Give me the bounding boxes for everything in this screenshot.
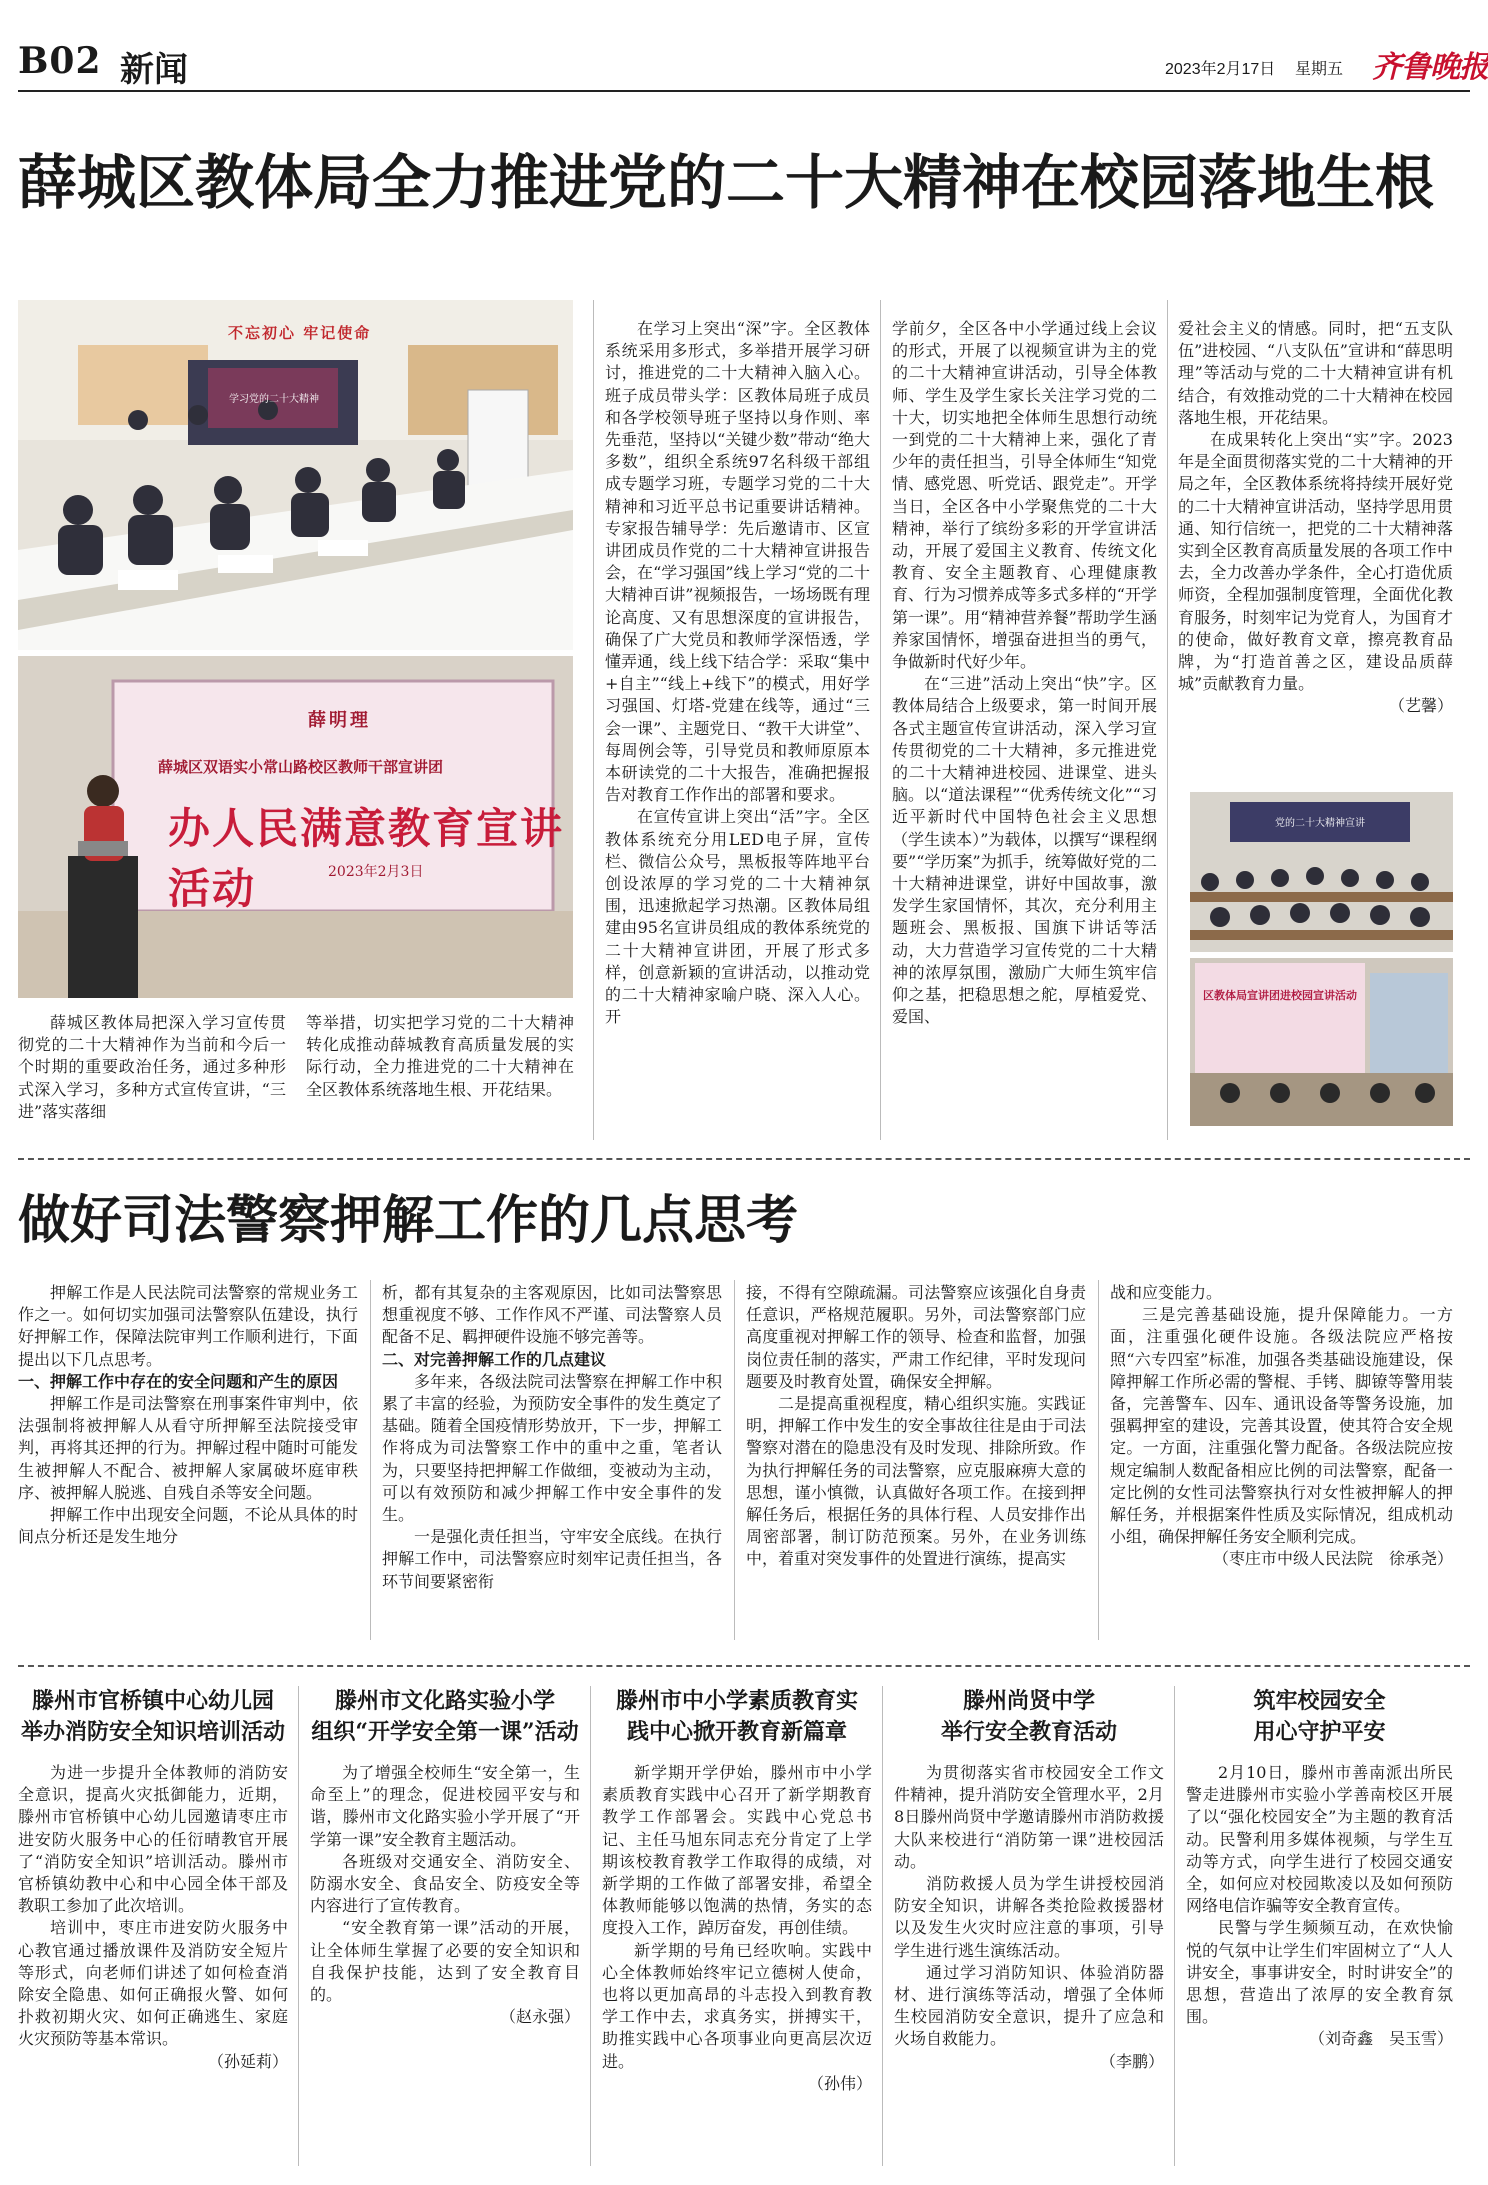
column-rule	[593, 300, 594, 1140]
brief-paragraph: 2月10日，滕州市善南派出所民警走进滕州市实验小学善南校区开展了以“强化校园安全”为主题的教育活动。民警利用多媒体视频，与学生互动等方式，向学生进行了校园交通安全，如何应对校园欺凌以及如何预防网络电信诈骗等安全教育宣传。	[1186, 1763, 1453, 1916]
photo1-banner: 不忘初心 牢记使命	[228, 324, 372, 342]
article1-col1	[605, 318, 870, 1029]
issue-weekday: 星期五	[1295, 61, 1344, 78]
section-subheading: 一、押解工作中存在的安全问题和产生的原因	[18, 1371, 339, 1391]
article1-photo-lecture	[18, 656, 573, 998]
column-rule	[590, 1686, 591, 2166]
body-paragraph: 三是完善基础设施，提升保障能力。一方面，注重强化硬件设施。各级法院应严格按照“六专四室”标准，加强各类基础设施建设，保障押解工作所必需的警棍、手铐、脚镣等警用装备，完善警车、囚车、通讯设备等警务设施，加强羁押室的建设，完善其设置，使其符合安全规定。一方面，注重强化警力配备。各级法院应按规定编制人数配备相应比例的司法警察，配备一定比例的女性司法警察执行对女性被押解人的押解任务，并根据案件性质及实际情况，组成机动小组，确保押解任务安全顺利完成。	[1110, 1305, 1453, 1547]
page-number: B02	[18, 40, 102, 82]
column-rule	[734, 1280, 735, 1640]
body-paragraph: 在宣传宣讲上突出“活”字。全区教体系统充分用LED电子屏，宣传栏、微信公众号，黑板报等阵地平台创设浓厚的学习党的二十大精神氛围，迅速掀起学习热潮。区教体局组建由95名宣讲员组成的教体系统党的二十大精神宣讲团，开展了形式多样，创意新颖的宣讲活动，以推动党的二十大精神家喻户晓、深入人心。开	[605, 807, 870, 1027]
brief-byline: （刘奇鑫 吴玉雪）	[1308, 2029, 1453, 2049]
brief-paragraph: 通过学习消防知识、体验消防器材、进行演练等活动，增强了全体师生校园消防安全意识，提升了应急和火场自救能力。	[894, 1962, 1164, 2049]
column-rule	[880, 300, 881, 1140]
brief-paragraph: 各班级对交通安全、消防安全、防溺水安全、食品安全、防疫安全等内容进行了宣传教育。	[310, 1851, 580, 1916]
brief-paragraph: 为贯彻落实省市校园安全工作文件精神，提升消防安全管理水平，2月8日滕州尚贤中学邀请滕州市消防救援大队来校进行“消防第一课”进校园活动。	[894, 1763, 1164, 1871]
column-rule	[370, 1280, 371, 1640]
column-rule	[1174, 1686, 1175, 2166]
photo2-date: 2023年2月3日	[328, 864, 424, 880]
article1-photo-meeting	[18, 300, 573, 650]
body-paragraph: 在“三进”活动上突出“快”字。区教体局结合上级要求，第一时间开展各式主题宣传宣讲活动，深入学习宣传贯彻党的二十大精神，多元推进党的二十大精神进校园、进课堂、进头脑。以“道法课程”“优秀传统文化”“习近平新时代中国特色社会主义思想（学生读本）”为载体，以撰写“课程纲要”“学历案”为抓手，统筹做好党的二十大精神进课堂，讲好中国故事，激发学生家国情怀，其次，充分利用主题班会、黑板报、国旗下讲话等活动，大力营造学习宣传党的二十大精神的浓厚氛围，激励广大师生筑牢信仰之基，把稳思想之舵，厚植爱党、爱国、	[892, 674, 1157, 1027]
body-paragraph: 押解工作是司法警察在刑事案件审判中，依法强制将被押解人从看守所押解至法院接受审判，再将其还押的行为。押解过程中随时可能发生被押解人不配合、被押解人家属破坏庭审秩序、被押解人脱逃、自残自杀等安全问题。	[18, 1394, 358, 1502]
article1-photo-assembly	[1190, 792, 1453, 952]
body-paragraph: 析，都有其复杂的主客观原因，比如司法警察思想重视度不够、工作作风不严谨、司法警察人员配备不足、羁押硬件设施不够完善等。	[382, 1283, 722, 1347]
brief-paragraph: 培训中，枣庄市进安防火服务中心教官通过播放课件及消防安全短片等形式，向老师们讲述了如何检查消除安全隐患、如何正确报火警、如何扑救初期火灾、如何正确逃生、家庭火灾预防等基本常识。	[18, 1918, 288, 2049]
issue-date: 2023年2月17日	[1165, 61, 1276, 78]
body-paragraph: 在学习上突出“深”字。全区教体系统采用多形式，多举措开展学习研讨，推进党的二十大精神入脑入心。班子成员带头学：区教体局班子成员和各学校领导班子坚持以身作则、率先垂范，坚持以“关键少数”带动“绝大多数”，组织全系统97名科级干部组成专题学习班，专题学习党的二十大精神和习近平总书记重要讲话精神。专家报告辅导学：先后邀请市、区宣讲团成员作党的二十大精神宣讲报告会，在“学习强国”线上学习“党的二十大精神百讲”视频报告，一场场既有理论高度、又有思想深度的宣讲报告，确保了广大党员和教师学深悟透，学懂弄通，线上线下结合学：采取“集中+自主”“线上+线下”的模式，用好学习强国、灯塔-党建在线等，通过“三会一课”、主题党日、“教干大讲堂”、每周例会等，引导党员和教师原原本本研读党的二十大报告，准确把握报告对教育工作作出的部署和要求。	[605, 319, 870, 805]
article2-byline: （枣庄市中级人民法院 徐承尧）	[1212, 1549, 1453, 1569]
article1-col2	[892, 318, 1157, 1029]
photo2-speaker: 薛明理	[308, 710, 371, 731]
column-rule	[298, 1686, 299, 2166]
article1-photo-presentation	[1190, 958, 1453, 1126]
header-rule	[18, 90, 1470, 92]
article2-col2	[382, 1282, 722, 1593]
meeting-illustration	[18, 300, 573, 650]
brief-paragraph: 为了增强全校师生“安全第一，生命至上”的理念，促进校园平安与和谐，滕州市文化路实验小学开展了“开学第一课”安全教育主题活动。	[310, 1763, 580, 1849]
article1-headline: 薛城区教体局全力推进党的二十大精神在校园落地生根	[18, 148, 1435, 217]
section-name: 新闻	[120, 50, 188, 90]
brief-2	[310, 1686, 580, 2028]
lead-paragraph: 等举措，切实把学习党的二十大精神转化成推动薛城教育高质量发展的实际行动，全力推进党的二十大精神在全区教体系统落地生根、开花结果。	[306, 1013, 574, 1099]
lead-paragraph: 薛城区教体局把深入学习宣传贯彻党的二十大精神作为当前和今后一个时期的重要政治任务，通过多种形式深入学习，多种方式宣传宣讲，“三进”落实落细	[18, 1013, 286, 1121]
column-rule	[882, 1686, 883, 2166]
brief-title: 滕州市官桥镇中心幼儿园 举办消防安全知识培训活动	[20, 1688, 285, 1745]
body-paragraph: 接，不得有空隙疏漏。司法警察应该强化自身责任意识，严格规范履职。另外，司法警察部门应高度重视对押解工作的领导、检查和监督，加强岗位责任制的落实，严肃工作纪律，平时发现问题要及时教育处置，确保安全押解。	[746, 1283, 1086, 1391]
brief-5	[1186, 1686, 1453, 2051]
body-paragraph: 多年来，各级法院司法警察在押解工作中积累了丰富的经验，为预防安全事件的发生奠定了基础。随着全国疫情形势放开，下一步，押解工作将成为司法警察工作中的重中之重，笔者认为，只要坚持把押解工作做细，变被动为主动，可以有效预防和减少押解工作中安全事件的发生。	[382, 1371, 722, 1525]
brief-byline: （李鹏）	[1099, 2051, 1164, 2071]
brief-byline: （孙伟）	[807, 2073, 872, 2093]
section-divider	[18, 1665, 1470, 1667]
article2-col4	[1110, 1282, 1453, 1571]
brief-4	[894, 1686, 1164, 2073]
brief-3	[602, 1686, 872, 2095]
brief-byline: （孙延莉）	[207, 2051, 288, 2071]
photo3-screen-text: 党的二十大精神宣讲	[1275, 818, 1365, 829]
body-paragraph: 学前夕，全区各中小学通过线上会议的形式，开展了以视频宣讲为主的党的二十大精神宣讲活动，引导全体教师、学生及学生家长关注学习党的二十大，切实地把全体师生思想行动统一到党的二十大精神上来，强化了青少年的责任担当，引导全体师生“知党情、感党恩、听党话、跟党走”。开学当日，全区各中小学聚焦党的二十大精神，举行了缤纷多彩的开学宣讲活动，开展了爱国主义教育、传统文化教育、安全主题教育、心理健康教育、行为习惯养成等多式多样的“开学第一课”。用“精神营养餐”帮助学生涵养家国情怀，增强奋进担当的勇气，争做新时代好少年。	[892, 319, 1157, 672]
section-divider	[18, 1158, 1470, 1160]
brief-paragraph: “安全教育第一课”活动的开展，让全体师生掌握了必要的安全知识和自我保护技能，达到了安全教育目的。	[310, 1918, 580, 2005]
body-paragraph: 爱社会主义的情感。同时，把“五支队伍”进校园、“八支队伍”宣讲和“薛思明理”等活动与党的二十大精神宣讲有机结合，有效推动党的二十大精神在校园落地生根，开花结果。	[1178, 319, 1453, 427]
brief-paragraph: 为进一步提升全体教师的消防安全意识，提高火灾抵御能力，近期，滕州市官桥镇中心幼儿园邀请枣庄市进安防火服务中心的任衍晴教官开展了“消防安全知识”培训活动。滕州市官桥镇幼教中心和中心园全体干部及教职工参加了此次培训。	[18, 1763, 288, 1916]
body-paragraph: 押解工作是人民法院司法警察的常规业务工作之一。如何切实加强司法警察队伍建设，执行好押解工作，保障法院审判工作顺利进行，下面提出以下几点思考。	[18, 1283, 358, 1369]
body-paragraph: 一是强化责任担当，守牢安全底线。在执行押解工作中，司法警察应时刻牢记责任担当，各环节间要紧密衔	[382, 1527, 722, 1591]
photo2-line2: 办人民满意教育宣讲活动	[168, 804, 565, 913]
article2-col1	[18, 1282, 358, 1548]
article1-col3	[1178, 318, 1453, 718]
section-subheading: 二、对完善押解工作的几点建议	[382, 1349, 607, 1369]
presentation-illustration	[1190, 958, 1453, 1126]
brief-title: 筑牢校园安全 用心守护平安	[1253, 1688, 1386, 1745]
photo2-line1: 薛城区双语实小常山路校区教师干部宣讲团	[158, 758, 444, 776]
brief-paragraph: 新学期开学伊始，滕州市中小学素质教育实践中心召开了新学期教育教学工作部署会。实践中心党总书记、主任马旭东同志充分肯定了上学期该校教育教学工作取得的成绩，对新学期的工作做了部署安排，希望全体教师能够以饱满的热情，务实的态度投入工作，踔厉奋发，再创佳绩。	[602, 1763, 872, 1938]
article2-col3	[746, 1282, 1086, 1571]
body-paragraph: 战和应变能力。	[1110, 1283, 1223, 1302]
brief-title: 滕州市中小学素质教育实 践中心掀开教育新篇章	[615, 1688, 858, 1745]
article1-lead-col2	[306, 1012, 574, 1101]
body-paragraph: 押解工作中出现安全问题，不论从具体的时间点分析还是发生地分	[18, 1505, 358, 1547]
brief-title: 滕州尚贤中学 举行安全教育活动	[940, 1688, 1117, 1745]
article2-headline: 做好司法警察押解工作的几点思考	[18, 1190, 799, 1251]
article1-lead-col1	[18, 1012, 286, 1123]
body-paragraph: 在成果转化上突出“实”字。2023年是全面贯彻落实党的二十大精神的开局之年，全区教体系统将持续开展好党的二十大精神宣讲活动，坚持学思用贯通、知行信统一，把党的二十大精神落实到全区教育高质量发展的各项工作中去，全力改善办学条件，全心打造优质师资，全程加强制度管理，全面优化教育服务，时刻牢记为党育人，为国育才的使命，做好教育文章，擦亮教育品牌，为“打造首善之区，建设品质薛城”贡献教育力量。	[1178, 430, 1453, 694]
brief-1	[18, 1686, 288, 2073]
brief-paragraph: 新学期的号角已经吹响。实践中心全体教师始终牢记立德树人使命，也将以更加高昂的斗志投入到教育教学工作中去，求真务实，拼搏实干，助推实践中心各项事业向更高层次迈进。	[602, 1940, 872, 2071]
newspaper-logo: 齐鲁晚报	[1372, 50, 1488, 85]
photo4-screen-text: 区教体局宣讲团进校园宣讲活动	[1203, 989, 1357, 1002]
brief-title: 滕州市文化路实验小学 组织“开学安全第一课”活动	[311, 1688, 579, 1745]
article1-byline: （艺馨）	[1388, 696, 1453, 716]
photo1-screen-text: 学习党的二十大精神	[229, 394, 319, 405]
brief-paragraph: 民警与学生频频互动，在欢快愉悦的气氛中让学生们牢固树立了“人人讲安全，事事讲安全，时时讲安全”的思想，营造出了浓厚的安全教育氛围。	[1186, 1918, 1453, 2027]
column-rule	[1167, 300, 1168, 1140]
brief-paragraph: 消防救援人员为学生讲授校园消防安全知识，讲解各类抢险救援器材以及发生火灾时应注意的事项，引导学生进行逃生演练活动。	[894, 1874, 1164, 1960]
column-rule	[1098, 1280, 1099, 1640]
brief-byline: （赵永强）	[499, 2007, 580, 2027]
body-paragraph: 二是提高重视程度，精心组织实施。实践证明，押解工作中发生的安全事故往往是由于司法警察对潜在的隐患没有及时发现、排除所致。作为执行押解任务的司法警察，应克服麻痹大意的思想，谨小慎微，认真做好各项工作。在接到押解任务后，根据任务的具体行程、人员安排作出周密部署，制订防范预案。另外，在业务训练中，着重对突发事件的处置进行演练，提高实	[746, 1394, 1086, 1569]
